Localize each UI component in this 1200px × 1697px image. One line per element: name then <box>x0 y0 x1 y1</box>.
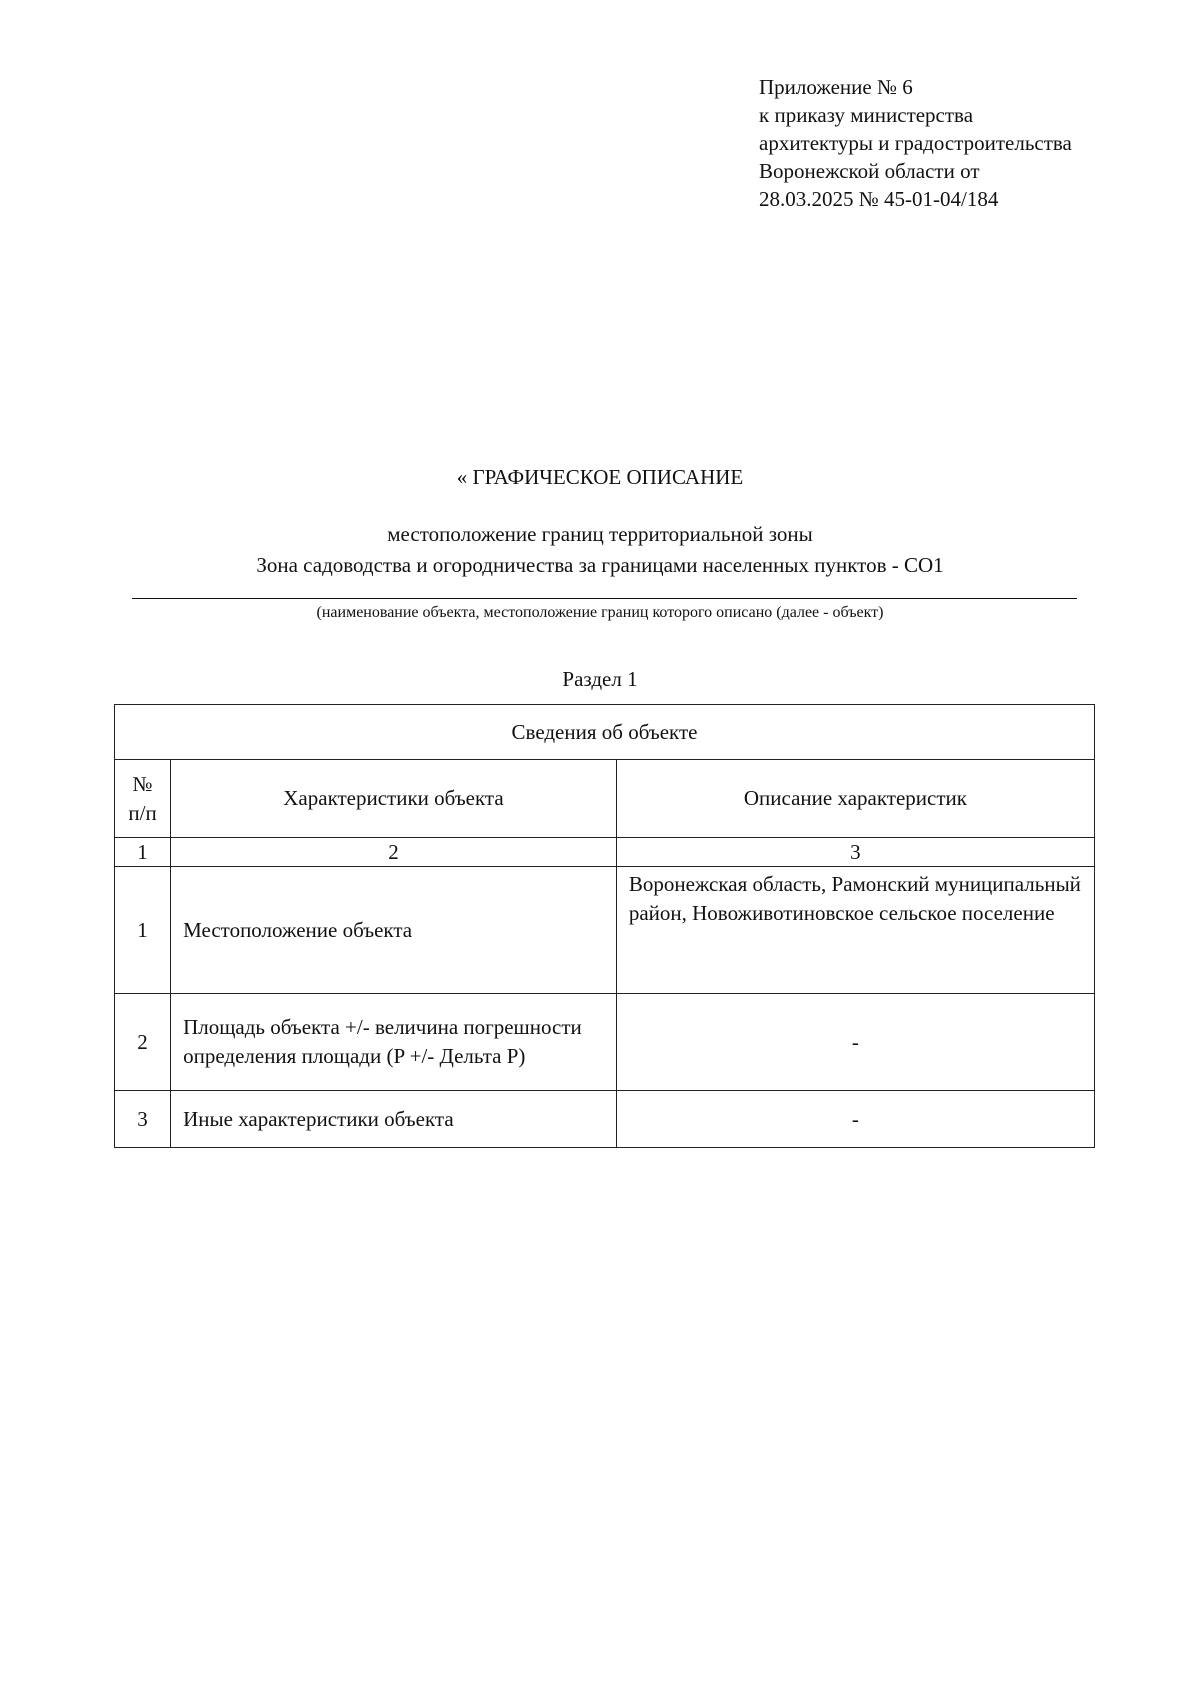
document-title: « ГРАФИЧЕСКОЕ ОПИСАНИЕ <box>456 465 744 489</box>
column-header-num: № п/п <box>115 760 171 838</box>
column-header-description: Описание характеристик <box>616 760 1094 838</box>
row-characteristic-cell: Иные характеристики объекта <box>171 1091 617 1148</box>
appendix-line-ministry: архитектуры и градостроительства <box>759 131 1072 155</box>
table-column-numbers-row <box>115 838 1095 867</box>
table-columns-row <box>115 760 1095 838</box>
row-num-cell: 3 <box>115 1091 171 1148</box>
column-number-3: 3 <box>616 838 1094 867</box>
row-description-cell: - <box>616 1091 1094 1148</box>
document-subtitle <box>0 519 1200 581</box>
subtitle-line-1: местоположение границ территориальной зоны <box>387 522 813 546</box>
appendix-line-date: 28.03.2025 № 45-01-04/184 <box>759 187 999 211</box>
table-row <box>115 994 1095 1091</box>
table-row <box>115 867 1095 994</box>
subtitle-line-2: Зона садоводства и огородничества за границами населенных пунктов - СО1 <box>256 553 944 577</box>
appendix-line-region: Воронежской области от <box>759 159 980 183</box>
object-caption: (наименование объекта, местоположение границ которого описано (далее - объект) <box>316 604 884 621</box>
table-header-cell: Сведения об объекте <box>115 705 1095 760</box>
object-name-underline <box>132 598 1077 599</box>
appendix-block <box>759 73 1159 213</box>
column-number-2: 2 <box>171 838 617 867</box>
table-row <box>115 1091 1095 1148</box>
section-label: Раздел 1 <box>562 667 638 691</box>
appendix-line-number: Приложение № 6 <box>759 75 913 99</box>
column-header-characteristic: Характеристики объекта <box>171 760 617 838</box>
row-num-cell: 2 <box>115 994 171 1091</box>
appendix-line-order: к приказу министерства <box>759 103 974 127</box>
row-characteristic-cell: Местоположение объекта <box>171 867 617 994</box>
row-characteristic-cell: Площадь объекта +/- величина погрешности определения площади (P +/- Дельта P) <box>171 994 617 1091</box>
row-num-cell: 1 <box>115 867 171 994</box>
table-header-row <box>115 705 1095 760</box>
column-number-1: 1 <box>115 838 171 867</box>
row-description-cell: Воронежская область, Рамонский муниципальный район, Новоживотиновское сельское поселение <box>616 867 1094 994</box>
row-description-cell: - <box>616 994 1094 1091</box>
object-info-table <box>114 704 1095 1148</box>
